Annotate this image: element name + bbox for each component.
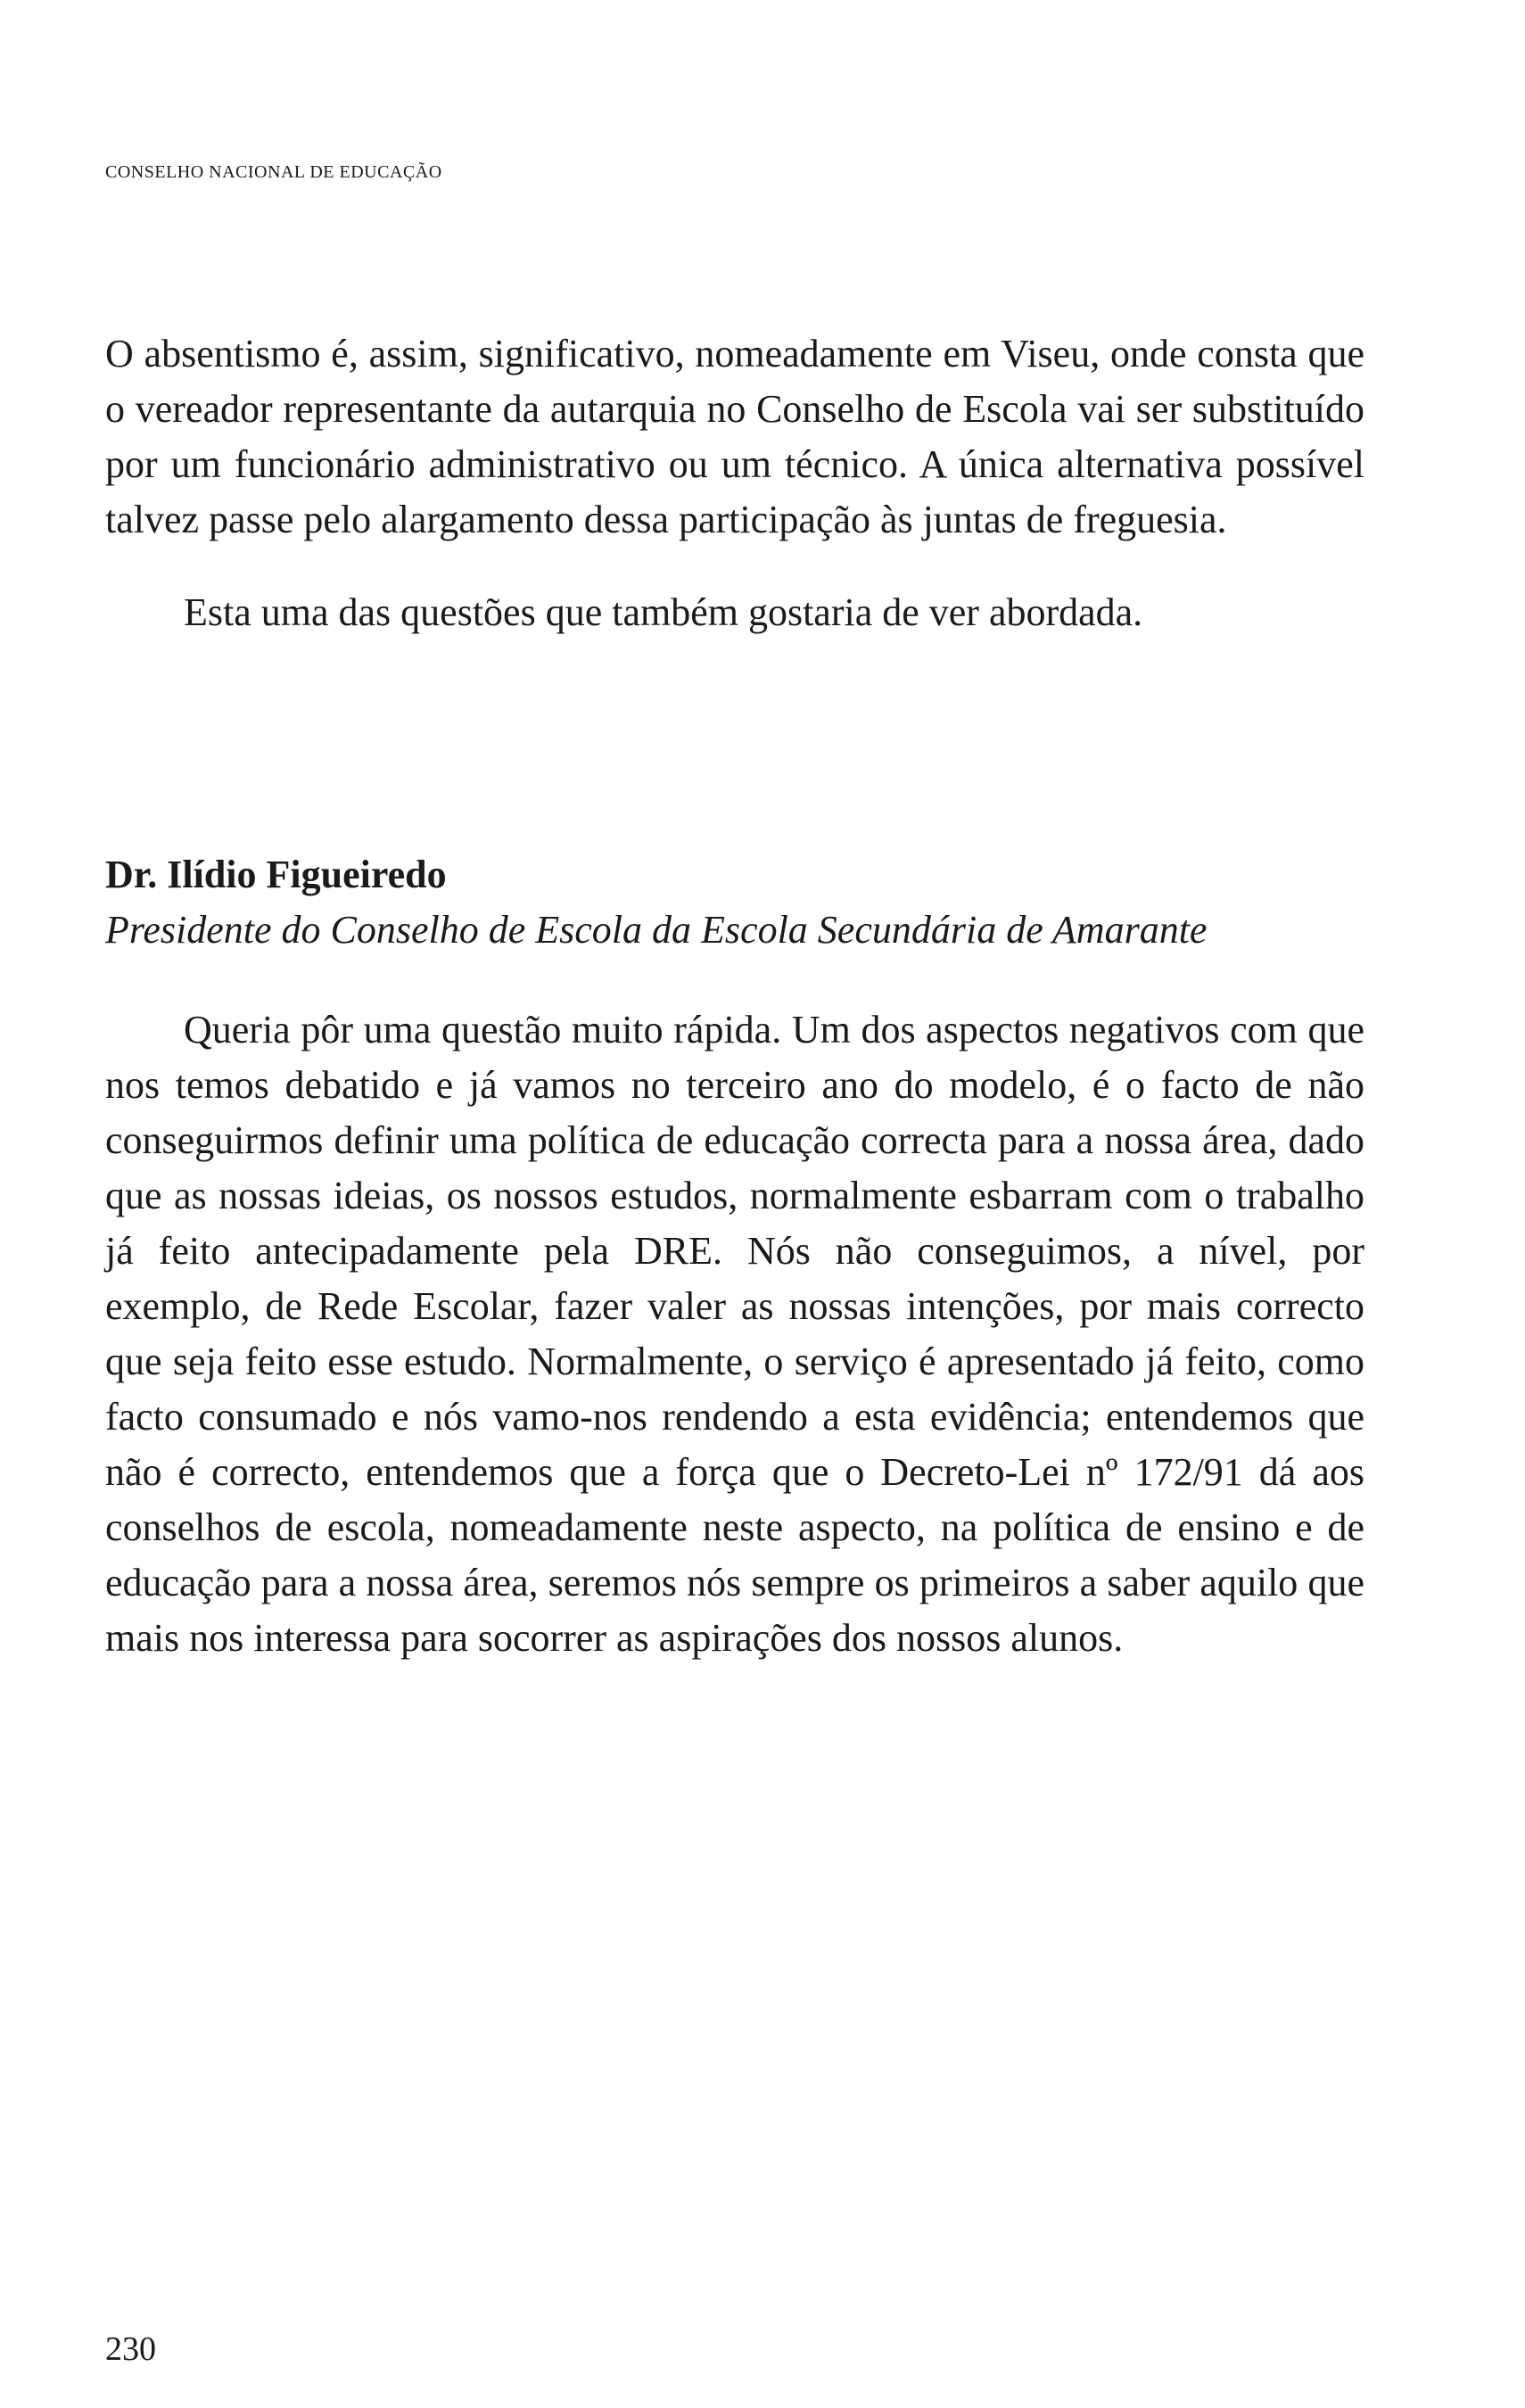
spacer: [105, 640, 1364, 847]
speaker-role: Presidente do Conselho de Escola da Escola Secundária de Amarante: [105, 908, 1208, 952]
paragraph-absentism: O absentismo é, assim, significativo, nomeadamente em Viseu, onde consta que o vereador representante da autarquia no Conselho de Escola vai ser substituído por um funcionário administrativo ou um técnico. A única alternativa possível talvez passe pelo alargamento dessa participação às juntas de freguesia.: [105, 332, 1364, 541]
paragraph-question: Esta uma das questões que também gostaria de ver abordada.: [184, 590, 1143, 634]
running-header: CONSELHO NACIONAL DE EDUCAÇÃO: [105, 162, 442, 182]
page-number: 230: [105, 2330, 156, 2368]
page-body: [105, 326, 1364, 1666]
spacer: [105, 958, 1364, 1002]
paragraph-speech: Queria pôr uma questão muito rápida. Um dos aspectos negativos com que nos temos debatido e já vamos no terceiro ano do modelo, é o facto de não conseguirmos definir uma política de educação correcta para a nossa área, dado que as nossas ideias, os nossos estudos, normalmente esbarram com o trabalho já feito antecipadamente pela DRE. Nós não conseguimos, a nível, por exemplo, de Rede Escolar, fazer valer as nossas intenções, por mais correcto que seja feito esse estudo. Normalmente, o serviço é apresentado já feito, como facto consumado e nós vamo-nos rendendo a esta evidência; entendemos que não é correcto, entendemos que a força que o Decreto-Lei nº 172/91 dá aos conselhos de escola, nomeadamente neste aspecto, na política de ensino e de educação para a nossa área, seremos nós sempre os primeiros a saber aquilo que mais nos interessa para socorrer as aspirações dos nossos alunos.: [105, 1008, 1364, 1660]
spacer: [105, 548, 1364, 585]
speaker-name: Dr. Ilídio Figueiredo: [105, 853, 447, 896]
